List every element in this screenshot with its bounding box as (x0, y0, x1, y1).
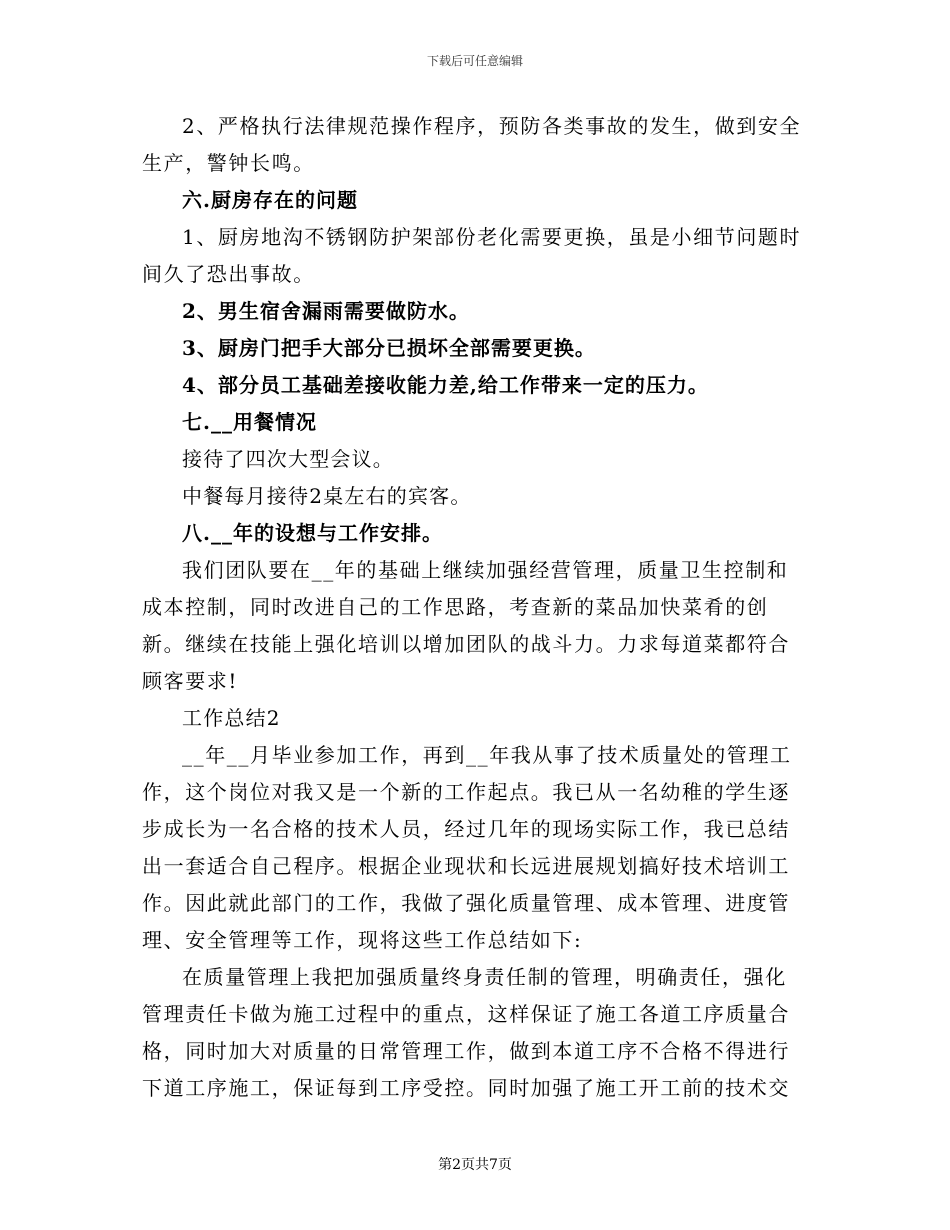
paragraph-bold: 4、部分员工基础差接收能力差,给工作带来一定的压力。 (182, 373, 709, 397)
paragraph: 我们团队要在__年的基础上继续加强经营管理，质量卫生控制和成本控制，同时改进自己的工作思路，考查新的菜品加快菜肴的创新。继续在技能上强化培训以增加团队的战斗力。力求每道菜都符合顾客要求! (142, 558, 790, 693)
paragraph: __年__月毕业参加工作，再到__年我从事了技术质量处的管理工作，这个岗位对我又是一个新的工作起点。我已从一名幼稚的学生逐步成长为一名合格的技术人员，经过几年的现场实际工作，我已总结出一套适合自己程序。根据企业现状和长远进展规划搞好技术培训工作。因此就此部门的工作，我做了强化质量管理、成本管理、进度管理、安全管理等工作，现将这些工作总结如下: (142, 743, 792, 952)
document-body (142, 108, 808, 1107)
section-heading: 六.厨房存在的问题 (182, 188, 358, 212)
paragraph: 2、严格执行法律规范操作程序，预防各类事故的发生，做到安全生产，警钟长鸣。 (142, 114, 802, 175)
page-footer: 第2页共7页 (438, 1157, 512, 1173)
paragraph: 在质量管理上我把加强质量终身责任制的管理，明确责任，强化管理责任卡做为施工过程中的重点，这样保证了施工各道工序质量合格，同时加大对质量的日常管理工作，做到本道工序不合格不得进行下道工序施工，保证每到工序受控。同时加强了施工开工前的技术交 (142, 965, 790, 1100)
subtitle: 工作总结2 (182, 706, 281, 730)
section-heading: 七.__用餐情况 (182, 410, 317, 434)
section-heading: 八.__年的设想与工作安排。 (182, 521, 443, 545)
paragraph: 中餐每月接待2桌左右的宾客。 (182, 484, 472, 508)
page-header: 下载后可任意编辑 (426, 54, 523, 68)
paragraph: 1、厨房地沟不锈钢防护架部份老化需要更换，虽是小细节问题时间久了恐出事故。 (142, 225, 802, 286)
paragraph: 接待了四次大型会议。 (182, 447, 394, 471)
paragraph-bold: 3、厨房门把手大部分已损坏全部需要更换。 (182, 336, 596, 360)
paragraph-bold: 2、男生宿舍漏雨需要做防水。 (182, 299, 470, 323)
